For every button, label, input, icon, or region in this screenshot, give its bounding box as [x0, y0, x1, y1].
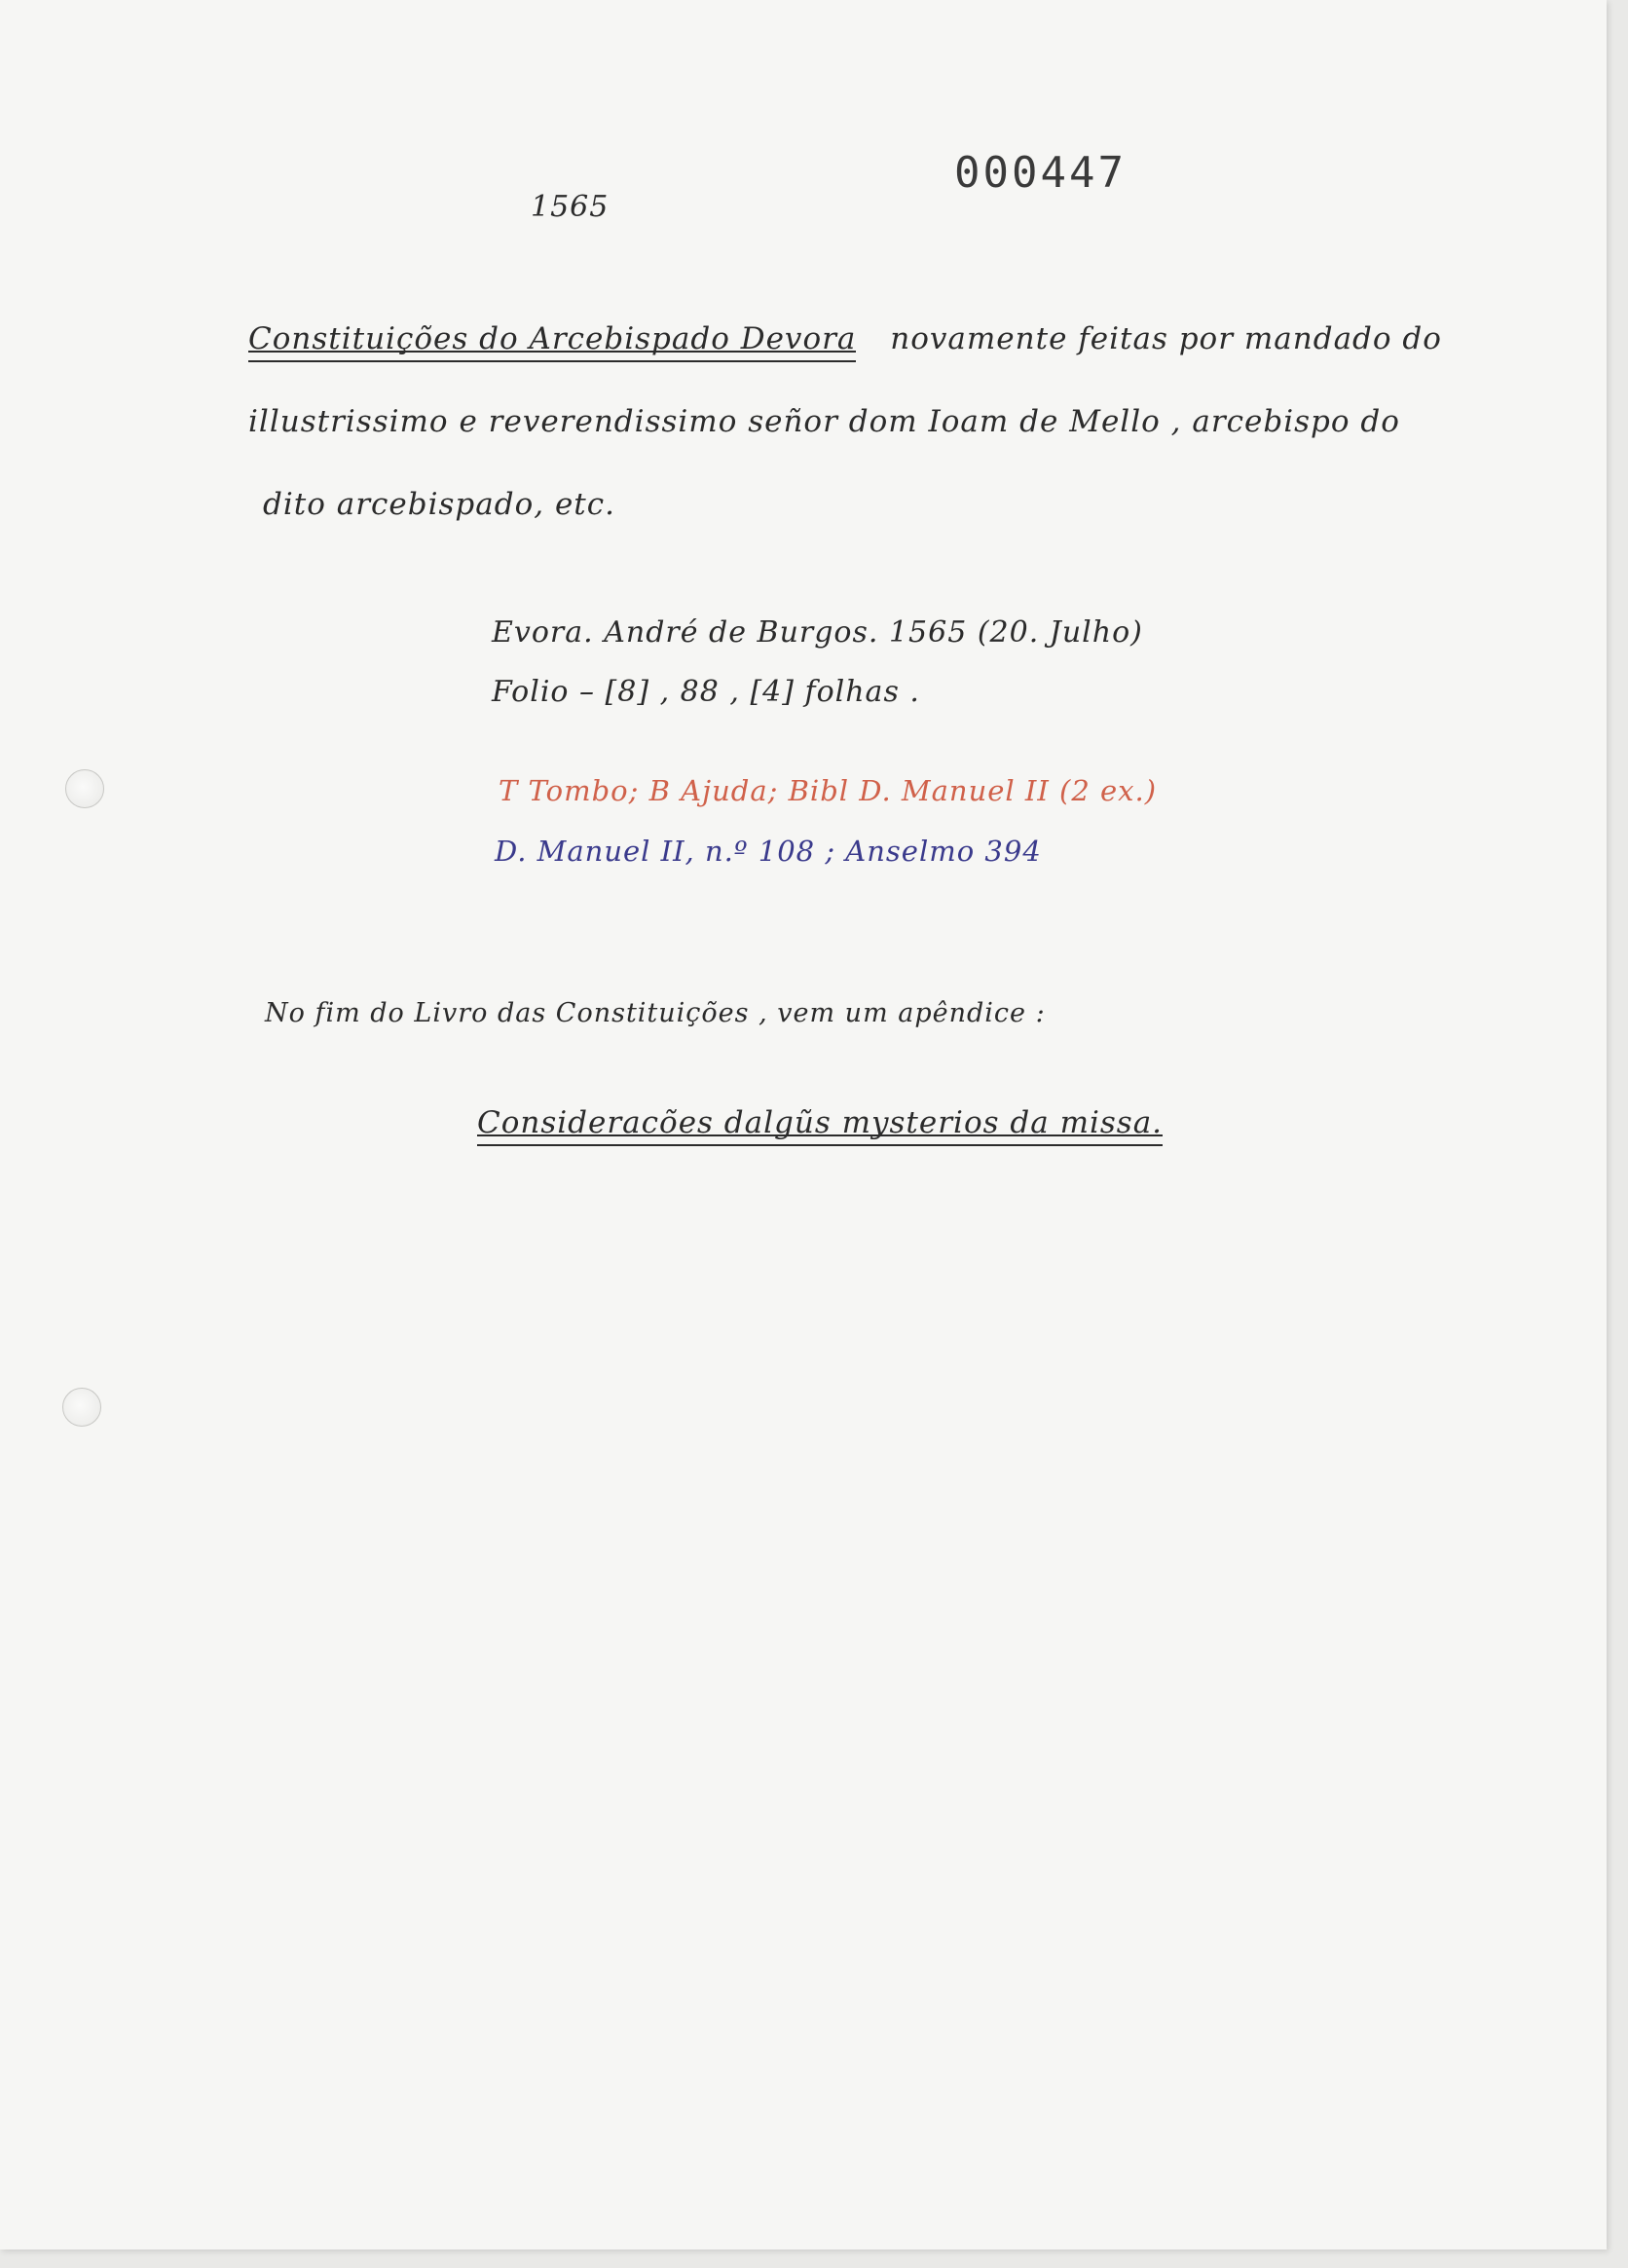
collation-line: Folio – [8] , 88 , [4] folhas .	[492, 675, 920, 709]
holdings-line: T Tombo; B Ajuda; Bibl D. Manuel II (2 ex.)	[499, 774, 1158, 807]
title-line-3: dito arcebispado, etc.	[263, 487, 615, 522]
title-line-2: illustrissimo e reverendissimo señor dom Ioam de Mello , arcebispo do	[248, 404, 1400, 439]
title-line-1-rest: novamente feitas por mandado do	[890, 321, 1442, 356]
title-underlined: Constituições do Arcebispado Devora	[248, 321, 857, 356]
year-heading: 1565	[531, 190, 610, 224]
imprint-line: Evora. André de Burgos. 1565 (20. Julho)	[492, 615, 1143, 650]
punch-hole-bottom	[62, 1388, 101, 1427]
references-line: D. Manuel II, n.º 108 ; Anselmo 394	[495, 835, 1042, 868]
appendix-title	[477, 1105, 1163, 1140]
appendix-note: No fim do Livro das Constituições , vem um apêndice :	[265, 998, 1046, 1028]
title-line-1	[248, 321, 1442, 356]
appendix-title-text: Consideracões dalgũs mysterios da missa.	[477, 1105, 1164, 1140]
stamp-number: 000447	[954, 148, 1127, 198]
punch-hole-top	[65, 769, 104, 808]
